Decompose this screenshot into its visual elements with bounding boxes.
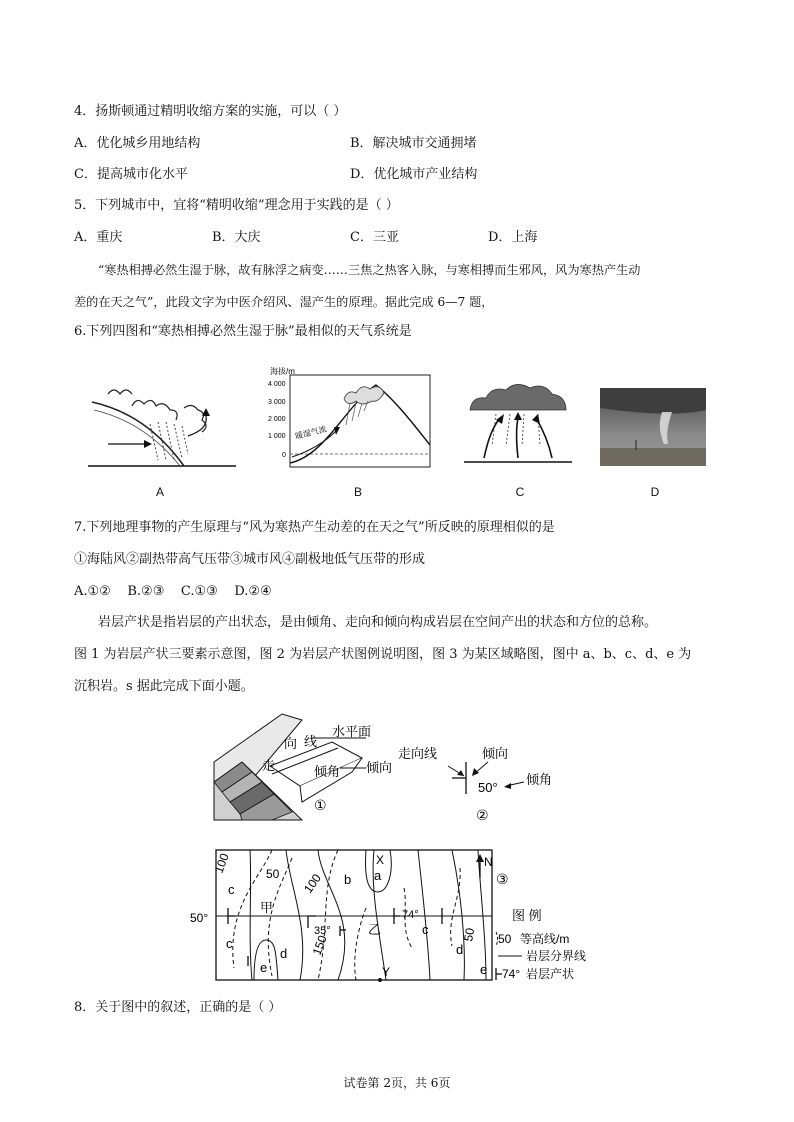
fig3-rock-e-2: e (480, 962, 488, 977)
fig1-label-xian: 线 (304, 734, 318, 749)
q7-items: ①海陆风②副热带高气压带③城市风④副极地低气压带的形成 (74, 552, 426, 567)
fig3-contour-50-a: 50 (266, 867, 280, 881)
fig3-place-yi: 乙 (368, 922, 382, 937)
page-footer: 试卷第 2页，共 6页 (343, 1076, 451, 1090)
figure-b-tick-4000: 4 000 (268, 381, 286, 388)
fig3-point-y: Y (382, 965, 391, 979)
figure-3-regional-map (190, 848, 587, 988)
fig2-number: ② (476, 807, 489, 823)
fig1-number: ① (314, 797, 327, 813)
fig3-rock-b: b (344, 872, 352, 887)
fig3-number: ③ (496, 871, 509, 887)
figure-c-convection (462, 384, 574, 468)
figure-b-tick-1000: 1 000 (268, 433, 286, 440)
figure-a-front (88, 380, 236, 468)
fig3-legend-attitude-sample: 74° (502, 967, 521, 981)
q5-option-a: A．重庆 (74, 230, 123, 245)
fig2-label-dip-angle: 倾角 (526, 772, 553, 787)
figure-a-caption: A (155, 485, 164, 499)
fig1-label-horizontal-plane: 水平面 (332, 724, 372, 739)
passage1-line1: “寒热相搏必然生湿于脉，故有脉浮之病变……三焦之热客入脉，与寒相搏而生邪风，风为寒热产生动 (98, 263, 641, 277)
fig3-legend-contour-sample: 50 (498, 932, 512, 946)
fig3-legend-boundary: 岩层分界线 (526, 949, 587, 963)
figure-b-caption: B (353, 485, 362, 499)
fig3-rock-c-3: c (422, 922, 429, 937)
fig3-attitude-35: 35° (314, 925, 331, 937)
fig3-attitude-74: 74° (402, 909, 419, 921)
fig3-legend-title: 图 例 (512, 908, 542, 923)
q5-stem: 5．下列城市中，宜将“精明收缩”理念用于实践的是（ ） (74, 198, 399, 213)
q4-option-b: B．解决城市交通拥堵 (350, 136, 477, 151)
fig3-latitude-label: 50° (190, 911, 209, 925)
figure-b-airflow-label: 暖湿气流 (294, 424, 328, 441)
fig1-label-dip-angle: 倾角 (314, 764, 341, 779)
fig3-rock-e-1: e (260, 960, 268, 975)
fig3-rock-c-2: c (226, 936, 233, 951)
fig3-north-arrow-label: N (484, 855, 493, 869)
fig3-legend-attitude: 岩层产状 (526, 967, 575, 981)
fig3-contour-50-b: 50 (461, 926, 478, 943)
fig3-legend-contour: 等高线/m (520, 932, 570, 946)
fig2-label-angle: 50° (478, 780, 498, 795)
fig3-contour-150: 150 (309, 933, 330, 958)
passage2-line2: 图 1 为岩层产状三要素示意图，图 2 为岩层产状图例说明图，图 3 为某区域略图，图中 a、b、c、d、e 为 (74, 647, 692, 662)
fig2-label-strike-line: 走向线 (398, 746, 438, 761)
passage1-line2: 差的在天之气”，此段文字为中医介绍风、湿产生的原理。据此完成 6—7 题， (74, 295, 494, 309)
fig2-label-dip-direction: 倾向 (482, 746, 509, 761)
q4-option-d: D．优化城市产业结构 (350, 167, 478, 182)
fig3-rock-d-2: d (456, 942, 464, 957)
fig1-label-dip-direction: 倾向 (366, 760, 393, 775)
q4-option-c: C．提高城市化水平 (74, 167, 188, 182)
passage2-line3: 沉积岩。s 据此完成下面小题。 (74, 679, 254, 694)
q6-stem: 6.下列四图和“寒热相搏必然生湿于脉”最相似的天气系统是 (74, 324, 412, 339)
fig1-label-xiang: 向 (284, 736, 298, 751)
fig1-label-zou: 走 (262, 758, 276, 773)
figure-b-axis-title: 海拔/m (270, 367, 295, 376)
q5-option-b: B．大庆 (212, 230, 261, 245)
figure-b-tick-3000: 3 000 (268, 399, 286, 406)
q7-options: A.①② B.②③ C.①③ D.②④ (74, 584, 272, 599)
fig3-rock-a: a (374, 868, 382, 883)
figure-c-caption: C (515, 485, 525, 499)
figure-d-tornado-photo (600, 388, 706, 466)
q4-option-a: A．优化城乡用地结构 (74, 136, 201, 151)
q8-stem: 8．关于图中的叙述，正确的是（ ） (74, 1000, 282, 1015)
figure-b-orographic (266, 365, 434, 469)
passage2-line1: 岩层产状是指岩层的产出状态，是由倾角、走向和倾向构成岩层在空间产出的状态和方位的总称。 (98, 615, 658, 630)
fig3-rock-c-1: c (228, 882, 235, 897)
fig3-contour-100-a: 100 (211, 851, 232, 876)
figure-2-attitude-symbol (398, 740, 568, 824)
q7-stem: 7.下列地理事物的产生原理与“风为寒热产生动差的在天之气”所反映的原理相似的是 (74, 520, 555, 535)
q5-option-c: C．三亚 (350, 230, 399, 245)
fig3-rock-d-1: d (280, 946, 288, 961)
q4-stem: 4．扬斯顿通过精明收缩方案的实施，可以（ ） (74, 104, 347, 119)
figure-1-rock-attitude-diagram (212, 712, 392, 822)
figure-d-caption: D (650, 485, 660, 499)
figure-b-tick-0: 0 (282, 452, 286, 459)
figure-b-tick-2000: 2 000 (268, 416, 286, 423)
fig3-contour-100-b: 100 (300, 871, 324, 896)
q5-option-d: D．上海 (488, 230, 538, 245)
fig3-point-x: X (376, 853, 385, 867)
fig3-place-jia: 甲 (260, 900, 274, 915)
